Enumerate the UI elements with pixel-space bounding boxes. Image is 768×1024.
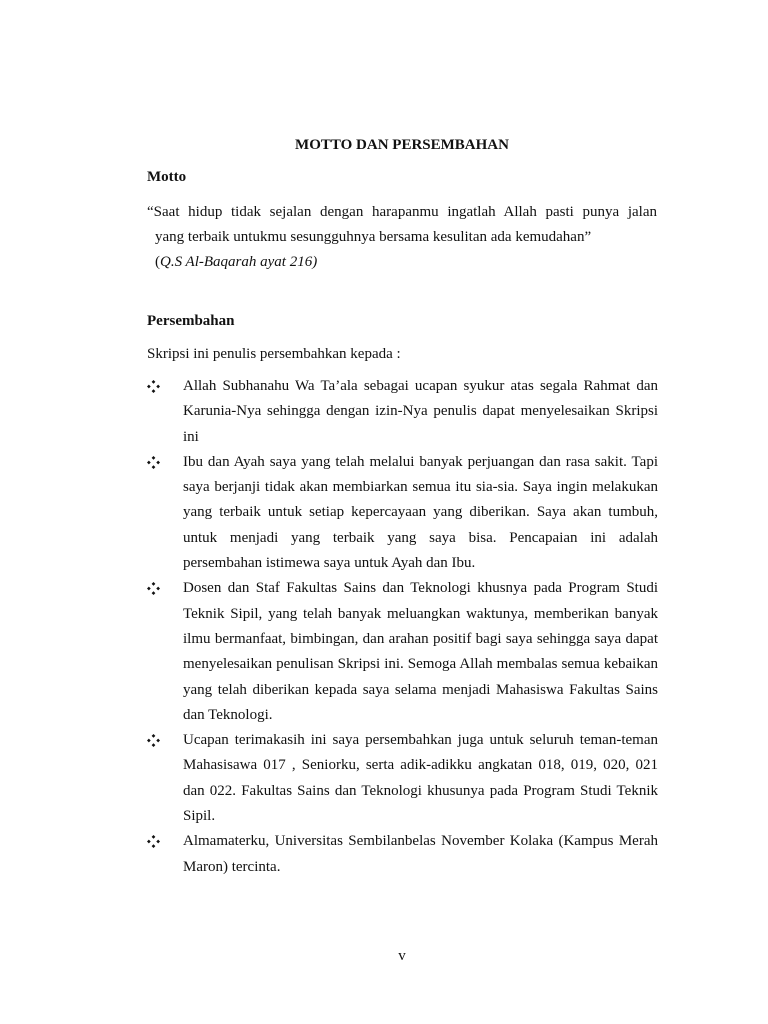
page-number: v — [398, 948, 406, 964]
diamond-bullet-icon — [147, 582, 160, 595]
motto-quote-line-1: “Saat hidup tidak sejalan dengan harapanmu ingatlah Allah pasti punya jalan — [147, 204, 657, 220]
list-item — [147, 576, 658, 728]
motto-heading: Motto — [147, 169, 187, 185]
dedication-heading: Persembahan — [147, 313, 235, 329]
motto-source-paren: ( — [155, 254, 160, 270]
dedication-list — [147, 374, 658, 880]
diamond-bullet-icon — [147, 734, 160, 747]
list-item — [147, 728, 658, 829]
dedication-intro: Skripsi ini penulis persembahkan kepada : — [147, 346, 401, 362]
dedication-item-text: Allah Subhanahu Wa Ta’ala sebagai ucapan syukur atas segala Rahmat dan Karunia-Nya sehingga dengan izin-Nya penulis dapat menyelesaikan Skripsi ini — [183, 378, 658, 445]
diamond-bullet-icon — [147, 456, 160, 469]
motto-source — [155, 250, 317, 275]
list-item — [147, 450, 658, 576]
motto-quote-line-2: yang terbaik untukmu sesungguhnya bersama kesulitan ada kemudahan” — [155, 229, 592, 245]
page-title: MOTTO DAN PERSEMBAHAN — [295, 137, 509, 153]
motto-quote — [147, 200, 657, 250]
dedication-item-text: Almamaterku, Universitas Sembilanbelas November Kolaka (Kampus Merah Maron) tercinta. — [183, 833, 658, 875]
dedication-item-text: Dosen dan Staf Fakultas Sains dan Teknologi khusnya pada Program Studi Teknik Sipil, yang telah banyak meluangkan waktunya, memberikan banyak ilmu bermanfaat, bimbingan, dan arahan positif bagi saya sehingga saya dapat menyelesaikan penulisan Skripsi ini. Semoga Allah membalas semua kebaikan yang telah diberikan kepada saya selama menjadi Mahasiswa Fakultas Sains dan Teknologi. — [183, 580, 658, 723]
list-item — [147, 829, 658, 880]
list-item — [147, 374, 658, 450]
diamond-bullet-icon — [147, 380, 160, 393]
dedication-item-text: Ucapan terimakasih ini saya persembahkan juga untuk seluruh teman-teman Mahasisawa 017 , Seniorku, serta adik-adikku angkatan 018, 019, 020, 021 dan 022. Fakultas Sains dan Teknologi khusunya pada Program Studi Teknik Sipil. — [183, 732, 658, 825]
diamond-bullet-icon — [147, 835, 160, 848]
motto-source-reference: Q.S Al-Baqarah ayat 216) — [160, 254, 318, 270]
dedication-item-text: Ibu dan Ayah saya yang telah melalui banyak perjuangan dan rasa sakit. Tapi saya berjanji tidak akan membiarkan semua itu sia-sia. Saya ingin melakukan yang terbaik untuk setiap kepercayaan yang diberikan. Saya akan tumbuh, untuk menjadi yang terbaik yang saya bisa. Pencapaian ini adalah persembahan istimewa saya untuk Ayah dan Ibu. — [183, 453, 658, 572]
